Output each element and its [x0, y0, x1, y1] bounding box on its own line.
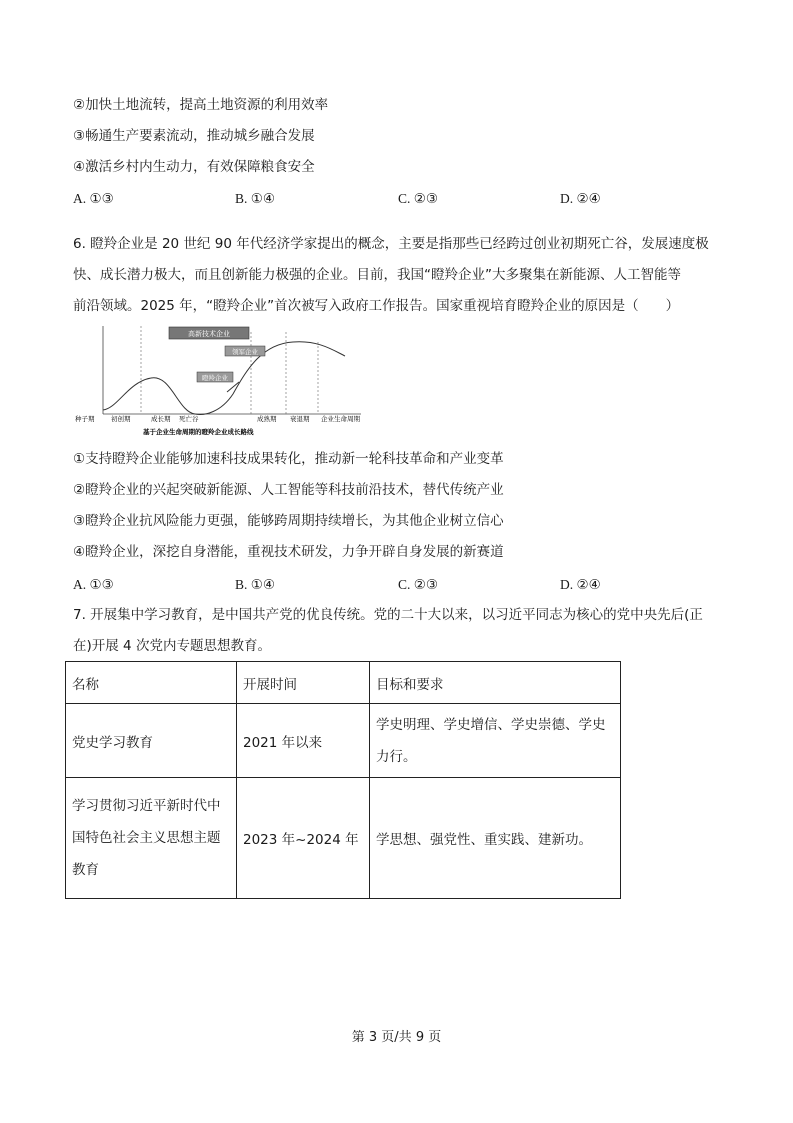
- row2-name-line: 学习贯彻习近平新时代中: [72, 798, 221, 814]
- gazelle-lifecycle-figure: [73, 322, 363, 440]
- row2-time: 2023 年~2024 年: [237, 778, 370, 899]
- row2-name: [66, 778, 237, 899]
- stage-label: 死亡谷: [179, 415, 199, 423]
- figure-caption: 基于企业生命周期的瞪羚企业成长路线: [143, 428, 254, 436]
- q7-stem-line: 7. 开展集中学习教育，是中国共产党的优良传统。党的二十大以来，以习近平同志为核心的党中央先后(正: [73, 607, 703, 623]
- q7-stem-line: 在)开展 4 次党内专题思想教育。: [73, 638, 271, 654]
- row1-goal-line: 学史明理、学史增信、学史崇德、学史: [376, 716, 606, 733]
- row2-name-line: 国特色社会主义思想主题: [72, 830, 221, 846]
- stage-label: 成长期: [151, 415, 171, 423]
- stage-label: 种子期: [75, 415, 95, 423]
- row2-name-line: 教育: [72, 862, 99, 878]
- table-row: [66, 704, 621, 778]
- q5-option-d[interactable]: D. ②④: [560, 191, 601, 206]
- high-tech-label: 高新技术企业: [188, 330, 230, 338]
- q5-option-a[interactable]: A. ①③: [73, 191, 114, 206]
- q5-item-4: ④激活乡村内生动力，有效保障粮食安全: [73, 159, 315, 175]
- q6-stem-line: 6. 瞪羚企业是 20 世纪 90 年代经济学家提出的概念，主要是指那些已经跨过创业初期死亡谷，发展速度极: [73, 236, 709, 252]
- table-header-row: [66, 662, 621, 704]
- q6-stem: [73, 229, 733, 322]
- q6-option-d[interactable]: D. ②④: [560, 577, 601, 592]
- stage-label: 衰退期: [290, 415, 310, 423]
- lifecycle-diagram: [73, 322, 363, 440]
- row1-goal: [370, 704, 621, 778]
- q5-option-b[interactable]: B. ①④: [235, 191, 275, 206]
- q6-stem-line: 快、成长潜力极大，而且创新能力极强的企业。目前，我国“瞪羚企业”大多聚集在新能源、人工智能等: [73, 267, 681, 283]
- q6-choice: ④瞪羚企业，深挖自身潜能，重视技术研发，力争开辟自身发展的新赛道: [73, 544, 504, 560]
- row1-time: 2021 年以来: [237, 704, 370, 778]
- row1-goal-line: 力行。: [376, 748, 417, 765]
- q6-stem-line: 前沿领域。2025 年，“瞪羚企业”首次被写入政府工作报告。国家重视培育瞪羚企业的原因是（ ）: [73, 298, 680, 314]
- education-table: [65, 661, 621, 899]
- q6-choice: ②瞪羚企业的兴起突破新能源、人工智能等科技前沿技术，替代传统产业: [73, 482, 504, 498]
- q6-option-b[interactable]: B. ①④: [235, 577, 275, 592]
- table-row: [66, 778, 621, 899]
- gazelle-label: 瞪羚企业: [202, 374, 228, 382]
- q5-item-2: ②加快土地流转，提高土地资源的利用效率: [73, 97, 329, 113]
- row2-goal: 学思想、强党性、重实践、建新功。: [370, 778, 621, 899]
- q7-stem: [73, 600, 733, 662]
- page-footer: 第 3 页/共 9 页: [351, 1030, 442, 1045]
- q6-choice: ③瞪羚企业抗风险能力更强，能够跨周期持续增长，为其他企业树立信心: [73, 513, 504, 529]
- leader-label: 领军企业: [232, 348, 258, 356]
- header-time: 开展时间: [237, 662, 370, 704]
- q5-option-c[interactable]: C. ②③: [398, 191, 438, 206]
- q6-option-a[interactable]: A. ①③: [73, 577, 114, 592]
- header-goal: 目标和要求: [370, 662, 621, 704]
- stage-label: 初创期: [111, 415, 131, 423]
- header-name: 名称: [66, 662, 237, 704]
- stage-label: 企业生命周期: [321, 415, 360, 423]
- q6-choices: [73, 444, 733, 568]
- stage-label: 成熟期: [257, 415, 277, 423]
- q6-option-c[interactable]: C. ②③: [398, 577, 438, 592]
- q6-choice: ①支持瞪羚企业能够加速科技成果转化，推动新一轮科技革命和产业变革: [73, 451, 504, 467]
- row1-name: 党史学习教育: [66, 704, 237, 778]
- q5-item-3: ③畅通生产要素流动，推动城乡融合发展: [73, 128, 315, 144]
